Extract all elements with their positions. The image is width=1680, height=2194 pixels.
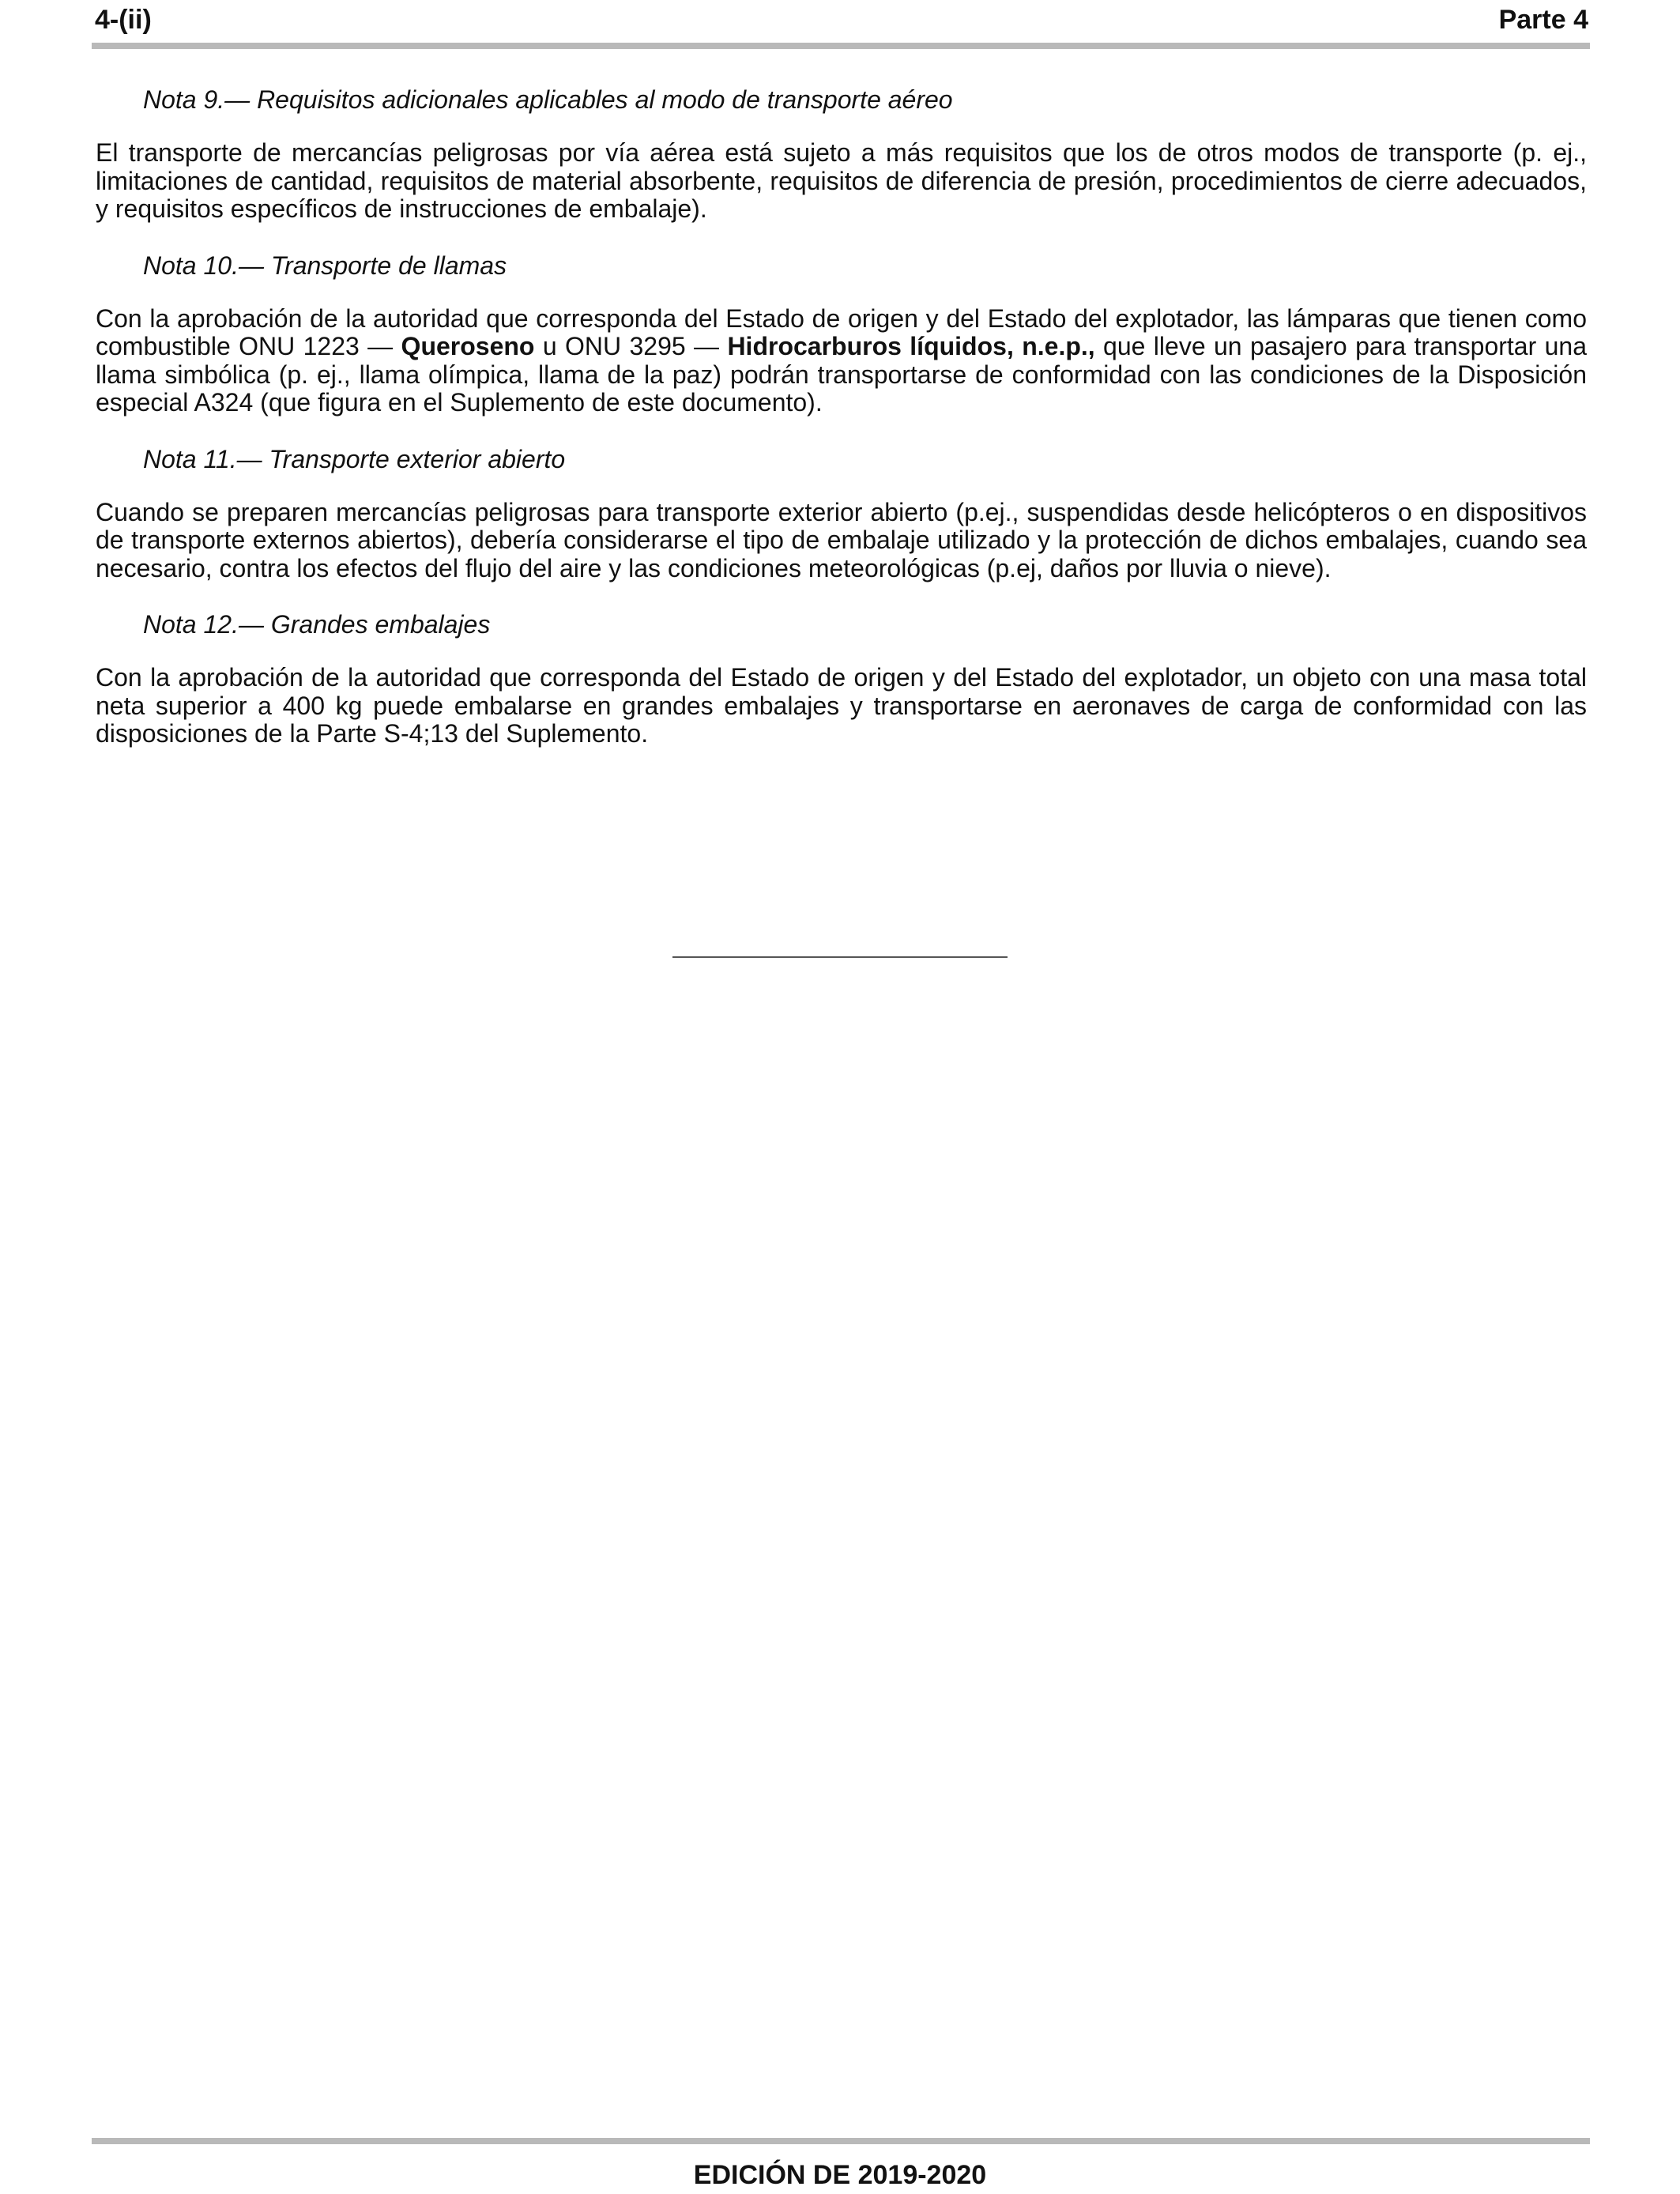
- note-9-text: El transporte de mercancías peligrosas por vía aérea está sujeto a más requisitos que los de otros modos de transporte (p. ej., limitaciones de cantidad, requisitos de material absorbente, requisitos de diferencia de presión, procedimientos de cierre adecuados, y requisitos específicos de instrucciones de embalaje).: [96, 138, 1587, 223]
- note-10-bold-hidrocarburos: Hidrocarburos líquidos, n.e.p.,: [727, 332, 1095, 360]
- note-10-text: [96, 305, 1587, 417]
- note-10-text-part1: Con la aprobación de la autoridad que corresponda del Estado de origen y del Estado del explotador, las lámparas que tienen como combustible ONU 1223 —: [96, 303, 1587, 360]
- document-body: [96, 85, 1587, 776]
- page-number: 4-(ii): [95, 5, 152, 35]
- note-11-title: Nota 11.— Transporte exterior abierto: [143, 444, 566, 473]
- note-10-bold-queroseno: Queroseno: [401, 332, 535, 360]
- header-divider: [92, 43, 1590, 49]
- note-12-title: Nota 12.— Grandes embalajes: [143, 610, 491, 639]
- note-10-text-part3: que lleve un pasajero para transportar una llama simbólica (p. ej., llama olímpica, llama de la paz) podrán transportarse de conformidad con las condiciones de la Disposición especial A324 (que figura en el Suplemento de este documento).: [96, 332, 1588, 417]
- note-12-text: Con la aprobación de la autoridad que corresponda del Estado de origen y del Estado del explotador, un objeto con una masa total neta superior a 400 kg puede embalarse en grandes embalajes y transportarse en aeronaves de carga de conformidad con las disposiciones de la Parte S-4;13 del Suplemento.: [96, 663, 1587, 748]
- note-10-text-part2: u ONU 3295 —: [534, 332, 728, 360]
- part-label: Parte 4: [1498, 5, 1588, 35]
- note-11-text: Cuando se preparen mercancías peligrosas para transporte exterior abierto (p.ej., suspendidas desde helicópteros o en dispositivos de transporte externos abiertos), debería considerarse el tipo de embalaje utilizado y la protección de dichos embalajes, cuando sea necesario, contra los efectos del flujo del aire y las condiciones meteorológicas (p.ej, daños por lluvia o nieve).: [96, 497, 1587, 582]
- note-10-title: Nota 10.— Transporte de llamas: [143, 251, 507, 280]
- edition-footer: EDICIÓN DE 2019-2020: [693, 2160, 987, 2190]
- end-of-text-rule: [672, 956, 1008, 958]
- note-9-title: Nota 9.— Requisitos adicionales aplicables al modo de transporte aéreo: [143, 85, 953, 114]
- page-header: [95, 3, 1588, 43]
- footer-divider: [92, 2138, 1590, 2144]
